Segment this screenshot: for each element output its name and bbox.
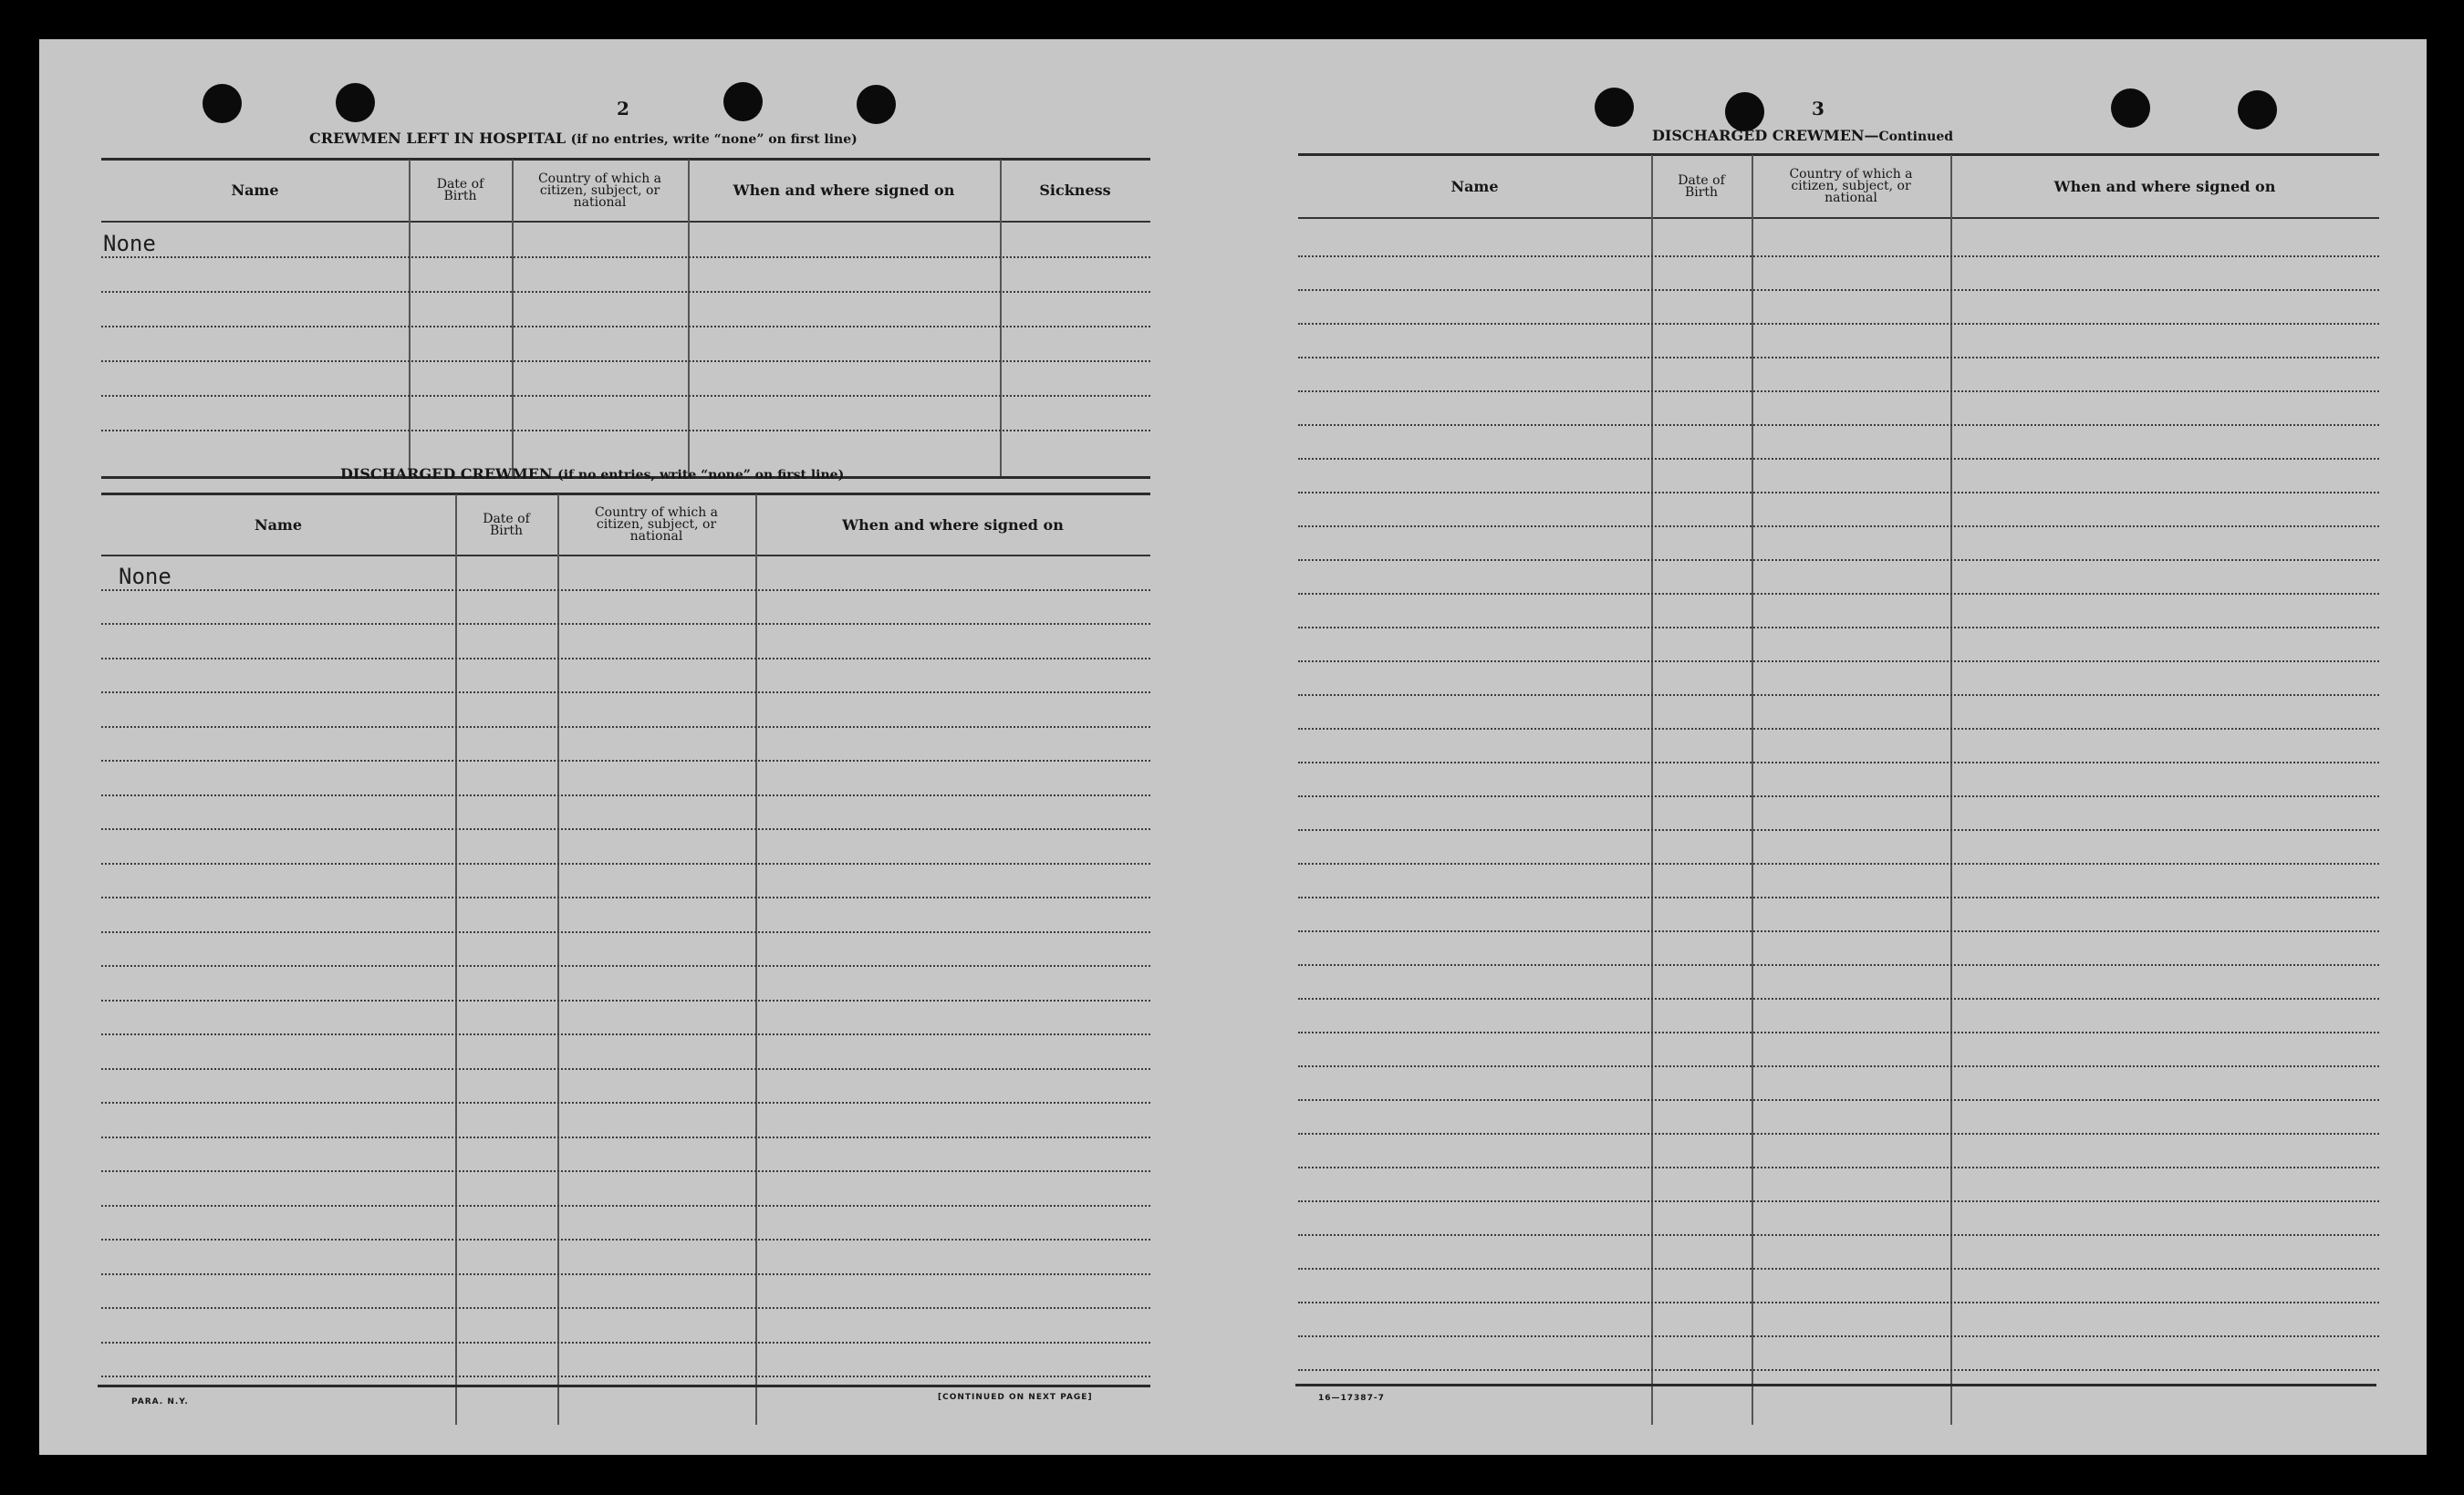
form-number: 16—17387-7 <box>1318 1394 1385 1403</box>
section-title-discharged <box>340 465 844 483</box>
section-title-suffix: Continued <box>1878 130 1954 144</box>
column-header-name: Name <box>231 182 279 199</box>
punch-hole-icon <box>336 83 375 122</box>
section-title-discharged-continued <box>1652 127 1953 144</box>
section-instruction: (if no entries, write “none” on first line) <box>557 468 845 483</box>
column-header-sickness: Sickness <box>1039 182 1111 199</box>
column-header-country: Country of which a citizen, subject, or national <box>1789 167 1913 205</box>
column-header-name: Name <box>1450 177 1499 195</box>
continued-note: [CONTINUED ON NEXT PAGE] <box>938 1393 1093 1402</box>
hospital-entry-none: None <box>103 231 156 256</box>
section-title-text: CREWMEN LEFT IN HOSPITAL <box>309 130 567 147</box>
punch-hole-icon <box>857 85 896 124</box>
punch-hole-icon <box>1595 88 1634 127</box>
discharged-table <box>101 493 1150 1427</box>
discharged-entry-none: None <box>119 564 172 589</box>
section-title-text: DISCHARGED CREWMEN— <box>1652 127 1879 144</box>
section-instruction: (if no entries, write “none” on first line) <box>570 132 858 147</box>
punch-hole-icon <box>2111 88 2150 128</box>
column-header-signed-on: When and where signed on <box>842 515 1064 534</box>
printer-mark: PARA. N.Y. <box>131 1397 189 1407</box>
column-header-date-of-birth: Date of Birth <box>1678 172 1725 200</box>
footer-rule <box>98 1385 1150 1387</box>
punch-hole-icon <box>723 82 763 121</box>
page-number: 2 <box>617 98 629 119</box>
discharged-continued-table <box>1298 153 2379 1427</box>
column-header-country: Country of which a citizen, subject, or national <box>537 171 662 210</box>
column-header-country: Country of which a citizen, subject, or national <box>594 505 719 544</box>
punch-hole-icon <box>203 84 242 123</box>
form-sheet <box>39 39 2427 1455</box>
column-header-signed-on: When and where signed on <box>2053 177 2276 195</box>
hospital-table <box>101 158 1150 479</box>
column-header-name: Name <box>254 515 303 534</box>
column-header-date-of-birth: Date of Birth <box>436 177 484 203</box>
punch-hole-icon <box>1725 92 1764 131</box>
punch-hole-icon <box>2238 90 2277 130</box>
footer-rule <box>1295 1384 2376 1386</box>
section-title-text: DISCHARGED CREWMEN <box>340 465 553 483</box>
section-title-hospital <box>309 130 858 147</box>
column-header-signed-on: When and where signed on <box>733 182 955 199</box>
column-header-date-of-birth: Date of Birth <box>483 511 530 538</box>
page-number: 3 <box>1812 98 1825 119</box>
